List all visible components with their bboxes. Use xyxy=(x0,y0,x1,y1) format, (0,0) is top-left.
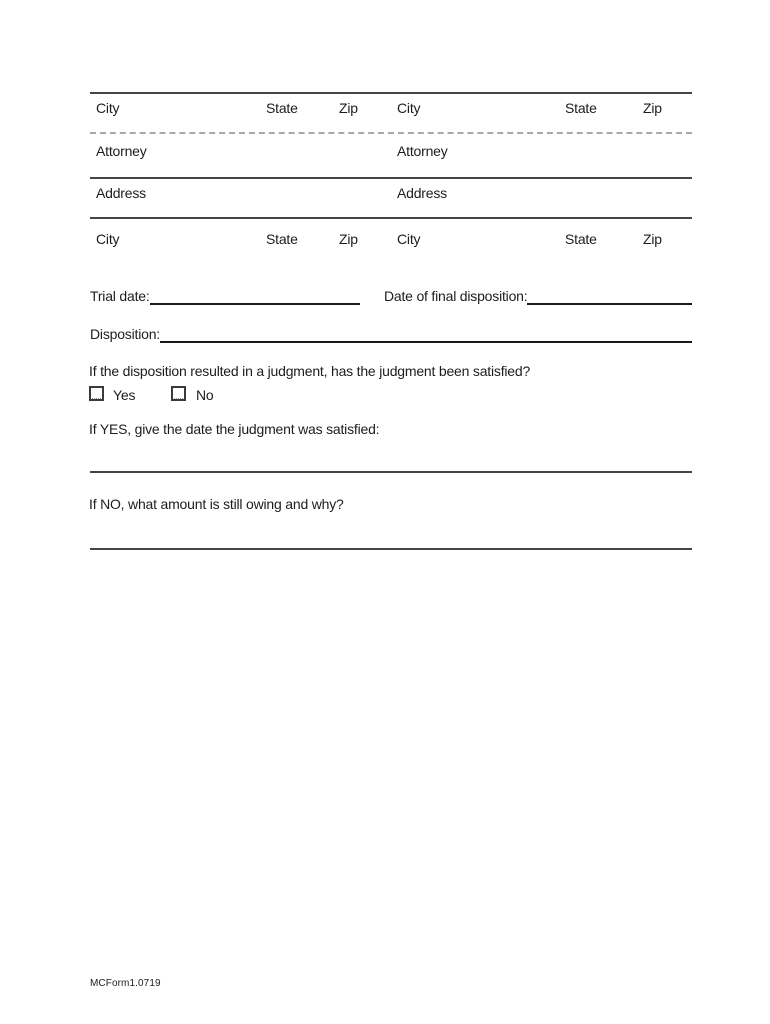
disposition-input-line[interactable] xyxy=(160,328,692,343)
no-checkbox[interactable] xyxy=(171,386,186,401)
zip-label: Zip xyxy=(643,231,662,247)
attorney-label: Attorney xyxy=(397,143,448,159)
zip-label: Zip xyxy=(643,100,662,116)
city-label: City xyxy=(397,100,421,116)
trial-date-label: Trial date: xyxy=(90,288,150,304)
state-label: State xyxy=(565,231,597,247)
state-label: State xyxy=(565,100,597,116)
address-label: Address xyxy=(96,185,146,201)
if-no-prompt: If NO, what amount is still owing and why? xyxy=(89,496,344,512)
if-yes-prompt: If YES, give the date the judgment was satisfied: xyxy=(89,421,380,437)
zip-label: Zip xyxy=(339,231,358,247)
city-label: City xyxy=(397,231,421,247)
trial-date-field-row xyxy=(90,288,360,305)
disposition-label: Disposition: xyxy=(90,326,160,342)
form-code: MCForm1.0719 xyxy=(90,978,161,989)
zip-label: Zip xyxy=(339,100,358,116)
yes-checkbox[interactable] xyxy=(89,386,104,401)
if-no-answer-line[interactable] xyxy=(90,548,692,550)
final-disposition-label: Date of final disposition: xyxy=(384,288,528,304)
trial-date-input-line[interactable] xyxy=(150,290,360,305)
final-disposition-field-row xyxy=(384,288,692,305)
table-top-border xyxy=(90,92,692,94)
table-dashed-divider xyxy=(90,132,692,134)
city-label: City xyxy=(96,100,120,116)
table-divider xyxy=(90,177,692,179)
judgment-question: If the disposition resulted in a judgment, has the judgment been satisfied? xyxy=(89,363,531,379)
address-label: Address xyxy=(397,185,447,201)
no-checkbox-label: No xyxy=(196,387,214,403)
city-label: City xyxy=(96,231,120,247)
if-yes-answer-line[interactable] xyxy=(90,471,692,473)
state-label: State xyxy=(266,231,298,247)
state-label: State xyxy=(266,100,298,116)
disposition-field-row xyxy=(90,326,692,343)
yes-checkbox-label: Yes xyxy=(113,387,136,403)
final-disposition-input-line[interactable] xyxy=(527,290,692,305)
table-divider xyxy=(90,217,692,219)
attorney-label: Attorney xyxy=(96,143,147,159)
